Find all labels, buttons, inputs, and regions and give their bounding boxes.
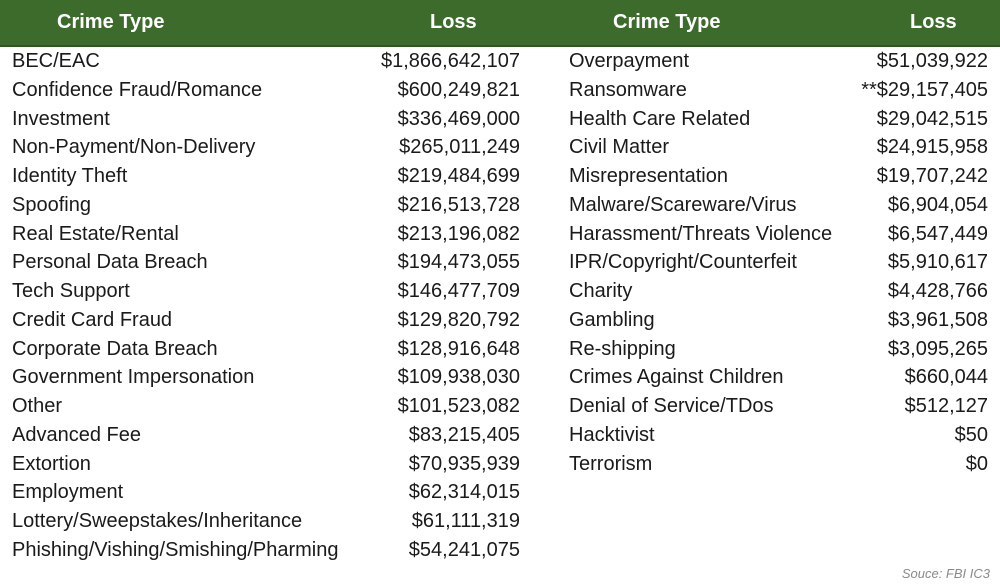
loss-cell: $6,904,054 bbox=[887, 193, 988, 216]
loss-cell: $219,484,699 bbox=[397, 165, 520, 187]
crime-type-cell: Misrepresentation bbox=[569, 165, 728, 187]
loss-cell: $29,042,515 bbox=[876, 107, 988, 130]
table-row bbox=[0, 47, 1000, 75]
crime-type-cell: Spoofing bbox=[12, 193, 91, 216]
table-row bbox=[0, 220, 1000, 248]
loss-cell: $0 bbox=[965, 452, 988, 475]
loss-cell: $600,249,821 bbox=[397, 78, 520, 101]
crime-type-cell: Confidence Fraud/Romance bbox=[12, 78, 263, 101]
loss-cell: $109,938,030 bbox=[397, 366, 520, 389]
loss-cell: $146,477,709 bbox=[397, 280, 520, 302]
crime-type-cell: Malware/Scareware/Virus bbox=[569, 193, 797, 216]
table-row bbox=[0, 277, 1000, 305]
crime-type-cell: Other bbox=[12, 395, 63, 417]
loss-cell: $512,127 bbox=[904, 395, 988, 417]
loss-cell: $4,428,766 bbox=[887, 280, 988, 302]
crime-type-cell: Overpayment bbox=[569, 50, 690, 72]
crime-type-cell: Gambling bbox=[569, 308, 655, 331]
loss-cell: $3,095,265 bbox=[887, 337, 988, 360]
loss-cell: $265,011,249 bbox=[399, 136, 520, 159]
crime-type-cell: Tech Support bbox=[12, 280, 130, 302]
table-row bbox=[0, 306, 1000, 334]
table-header bbox=[0, 0, 1000, 47]
table-row bbox=[0, 536, 1000, 564]
loss-cell: $101,523,082 bbox=[397, 395, 520, 417]
loss-cell: $194,473,055 bbox=[397, 251, 520, 274]
crime-type-cell: Harassment/Threats Violence bbox=[569, 222, 833, 245]
crime-type-cell: Civil Matter bbox=[569, 136, 670, 159]
loss-cell: $70,935,939 bbox=[408, 452, 520, 475]
crime-type-cell: Personal Data Breach bbox=[12, 251, 208, 274]
crime-type-cell: BEC/EAC bbox=[12, 50, 100, 72]
loss-cell: $50 bbox=[954, 423, 988, 446]
loss-cell: $51,039,922 bbox=[876, 50, 988, 72]
crime-type-cell: Denial of Service/TDos bbox=[569, 395, 774, 417]
crime-type-cell: Terrorism bbox=[569, 452, 653, 475]
loss-cell: **$29,157,405 bbox=[861, 78, 988, 101]
table-row bbox=[0, 76, 1000, 104]
crime-type-cell: Ransomware bbox=[569, 78, 687, 101]
crime-type-cell: Advanced Fee bbox=[12, 423, 141, 446]
loss-cell: $1,866,642,107 bbox=[380, 50, 520, 72]
crime-type-cell: Identity Theft bbox=[12, 165, 128, 187]
table-row bbox=[0, 133, 1000, 161]
loss-cell: $5,910,617 bbox=[887, 251, 988, 274]
crime-type-cell: Government Impersonation bbox=[12, 366, 255, 389]
crime-type-cell: Corporate Data Breach bbox=[12, 337, 218, 360]
loss-cell: $6,547,449 bbox=[887, 222, 988, 245]
crime-type-cell: Hacktivist bbox=[569, 423, 655, 446]
crime-type-cell: Lottery/Sweepstakes/Inheritance bbox=[12, 510, 303, 532]
table-row bbox=[0, 363, 1000, 391]
loss-cell: $660,044 bbox=[904, 366, 988, 389]
crime-type-cell: Charity bbox=[569, 280, 633, 302]
loss-cell: $24,915,958 bbox=[876, 136, 988, 159]
crime-type-cell: Phishing/Vishing/Smishing/Pharming bbox=[12, 538, 339, 561]
loss-cell: $216,513,728 bbox=[397, 193, 520, 216]
crime-type-cell: Crimes Against Children bbox=[569, 366, 784, 389]
table-row bbox=[0, 478, 1000, 506]
left-crime-type-header: Crime Type bbox=[57, 11, 165, 33]
loss-cell: $19,707,242 bbox=[876, 165, 988, 187]
table-row bbox=[0, 507, 1000, 535]
crime-type-cell: Real Estate/Rental bbox=[12, 222, 179, 245]
table-row bbox=[0, 392, 1000, 420]
table-row bbox=[0, 335, 1000, 363]
loss-cell: $3,961,508 bbox=[887, 308, 988, 331]
crime-type-cell: Re-shipping bbox=[569, 337, 676, 360]
right-loss-header: Loss bbox=[910, 11, 957, 33]
crime-type-cell: Extortion bbox=[12, 452, 91, 475]
left-loss-header: Loss bbox=[430, 11, 477, 33]
loss-cell: $129,820,792 bbox=[397, 308, 520, 331]
crime-type-cell: Credit Card Fraud bbox=[12, 308, 173, 331]
loss-cell: $54,241,075 bbox=[408, 538, 520, 561]
loss-cell: $61,111,319 bbox=[411, 510, 520, 532]
source-note: Souce: FBI IC3 bbox=[901, 566, 990, 581]
crime-type-cell: Investment bbox=[12, 107, 110, 130]
crime-type-cell: Non-Payment/Non-Delivery bbox=[12, 136, 256, 159]
loss-cell: $213,196,082 bbox=[397, 222, 520, 245]
table-row bbox=[0, 248, 1000, 276]
loss-cell: $336,469,000 bbox=[397, 107, 520, 130]
table-row bbox=[0, 105, 1000, 133]
table-row bbox=[0, 450, 1000, 478]
table-row bbox=[0, 162, 1000, 190]
loss-cell: $83,215,405 bbox=[408, 423, 520, 446]
loss-cell: $128,916,648 bbox=[397, 337, 520, 360]
crime-type-cell: Health Care Related bbox=[569, 107, 751, 130]
loss-cell: $62,314,015 bbox=[408, 481, 520, 504]
crime-type-cell: Employment bbox=[12, 481, 124, 504]
crime-type-cell: IPR/Copyright/Counterfeit bbox=[569, 251, 797, 274]
table-row bbox=[0, 421, 1000, 449]
right-crime-type-header: Crime Type bbox=[613, 11, 721, 33]
table-row bbox=[0, 191, 1000, 219]
